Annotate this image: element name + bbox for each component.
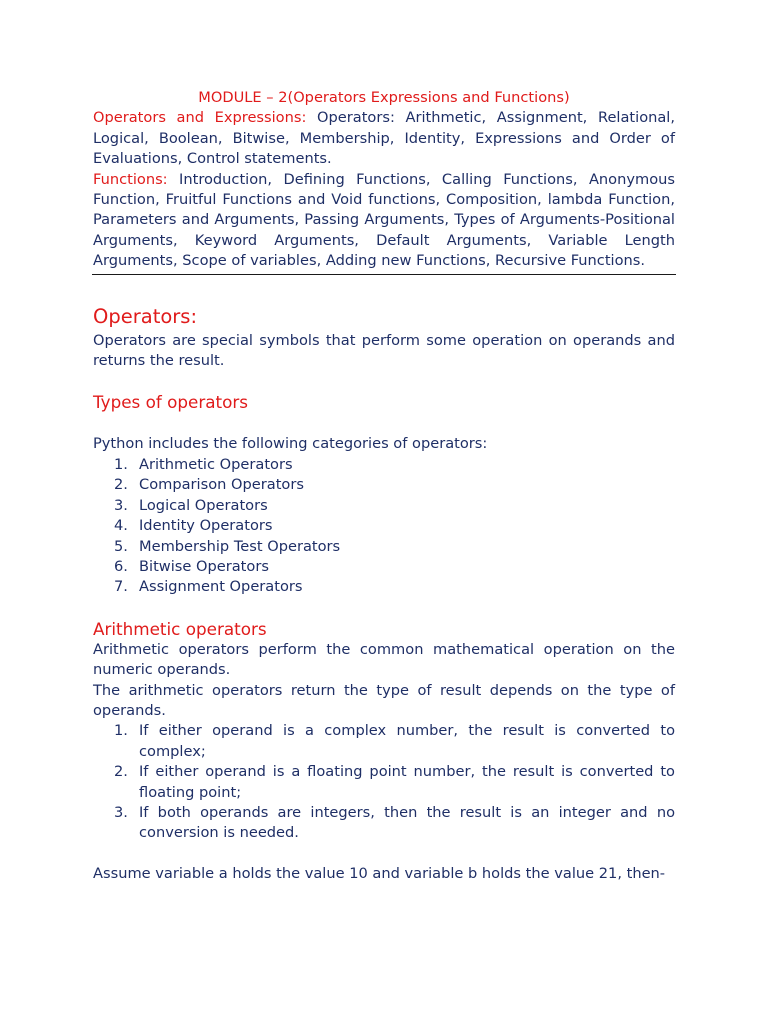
syllabus-functions-text: Introduction, Defining Functions, Calling Functions, Anonymous Function, Fruitful Functions and Void functions, Composition, lambda Function, Parameters and Arguments, Passing Arguments, Types of Arguments-Positional Arguments, Keyword Arguments, Default Arguments, Variable Length Arguments, Scope of variables, Adding new Functions, Recursive Functions. xyxy=(93,170,675,270)
syllabus-operators-text: Operators: Arithmetic, Assignment, Relational, Logical, Boolean, Bitwise, Membership, Identity, Expressions and Order of Evaluations, Control statements. xyxy=(93,109,676,168)
operators-definition: Operators are special symbols that perform some operation on operands and returns the result. xyxy=(93,331,675,370)
list-number: 4. xyxy=(114,517,128,535)
operators-heading: Operators: xyxy=(93,304,198,328)
list-item xyxy=(93,803,675,844)
list-number: 3. xyxy=(114,803,128,821)
spacer xyxy=(93,413,675,434)
types-intro: Python includes the following categories of operators: xyxy=(93,435,488,453)
list-number: 1. xyxy=(114,455,128,473)
page-content xyxy=(93,88,675,884)
arithmetic-rules-list xyxy=(93,721,675,843)
list-item xyxy=(93,537,675,557)
list-number: 2. xyxy=(114,476,128,494)
list-number: 7. xyxy=(114,578,128,596)
list-text: Arithmetic Operators xyxy=(139,455,293,473)
arithmetic-heading: Arithmetic operators xyxy=(93,618,267,639)
list-item xyxy=(93,762,675,803)
syllabus-operators xyxy=(93,108,675,169)
list-text: If both operands are integers, then the result is an integer and no conversion is needed. xyxy=(139,803,675,842)
list-item xyxy=(93,721,675,762)
spacer xyxy=(93,844,675,864)
section-divider xyxy=(92,274,676,275)
list-number: 3. xyxy=(114,496,128,514)
types-heading: Types of operators xyxy=(93,392,249,413)
operator-types-list xyxy=(93,455,675,598)
syllabus-functions xyxy=(93,170,675,272)
list-text: If either operand is a floating point number, the result is converted to floating point; xyxy=(139,763,675,801)
list-text: Membership Test Operators xyxy=(139,537,341,555)
list-item xyxy=(93,496,675,516)
list-number: 5. xyxy=(114,537,128,555)
list-text: Assignment Operators xyxy=(139,578,303,596)
list-number: 6. xyxy=(114,557,128,575)
list-text: Identity Operators xyxy=(139,517,273,535)
list-item xyxy=(93,475,675,495)
assume-statement: Assume variable a holds the value 10 and variable b holds the value 21, then- xyxy=(93,864,666,882)
syllabus-functions-heading: Functions: xyxy=(93,170,168,188)
list-item xyxy=(93,577,675,597)
list-item xyxy=(93,557,675,577)
list-text: Logical Operators xyxy=(139,496,268,514)
list-text: Bitwise Operators xyxy=(139,557,269,575)
list-number: 1. xyxy=(114,722,128,740)
list-number: 2. xyxy=(114,763,128,781)
module-title: MODULE – 2(Operators Expressions and Functions) xyxy=(198,89,570,106)
list-item xyxy=(93,455,675,475)
arithmetic-para-2: The arithmetic operators return the type of result depends on the type of operands. xyxy=(93,681,675,719)
list-text: If either operand is a complex number, the result is converted to complex; xyxy=(139,722,675,760)
arithmetic-para-1: Arithmetic operators perform the common mathematical operation on the numeric operands. xyxy=(93,640,675,679)
syllabus-operators-heading: Operators and Expressions: xyxy=(93,109,307,127)
list-item xyxy=(93,516,675,536)
list-text: Comparison Operators xyxy=(139,476,304,494)
